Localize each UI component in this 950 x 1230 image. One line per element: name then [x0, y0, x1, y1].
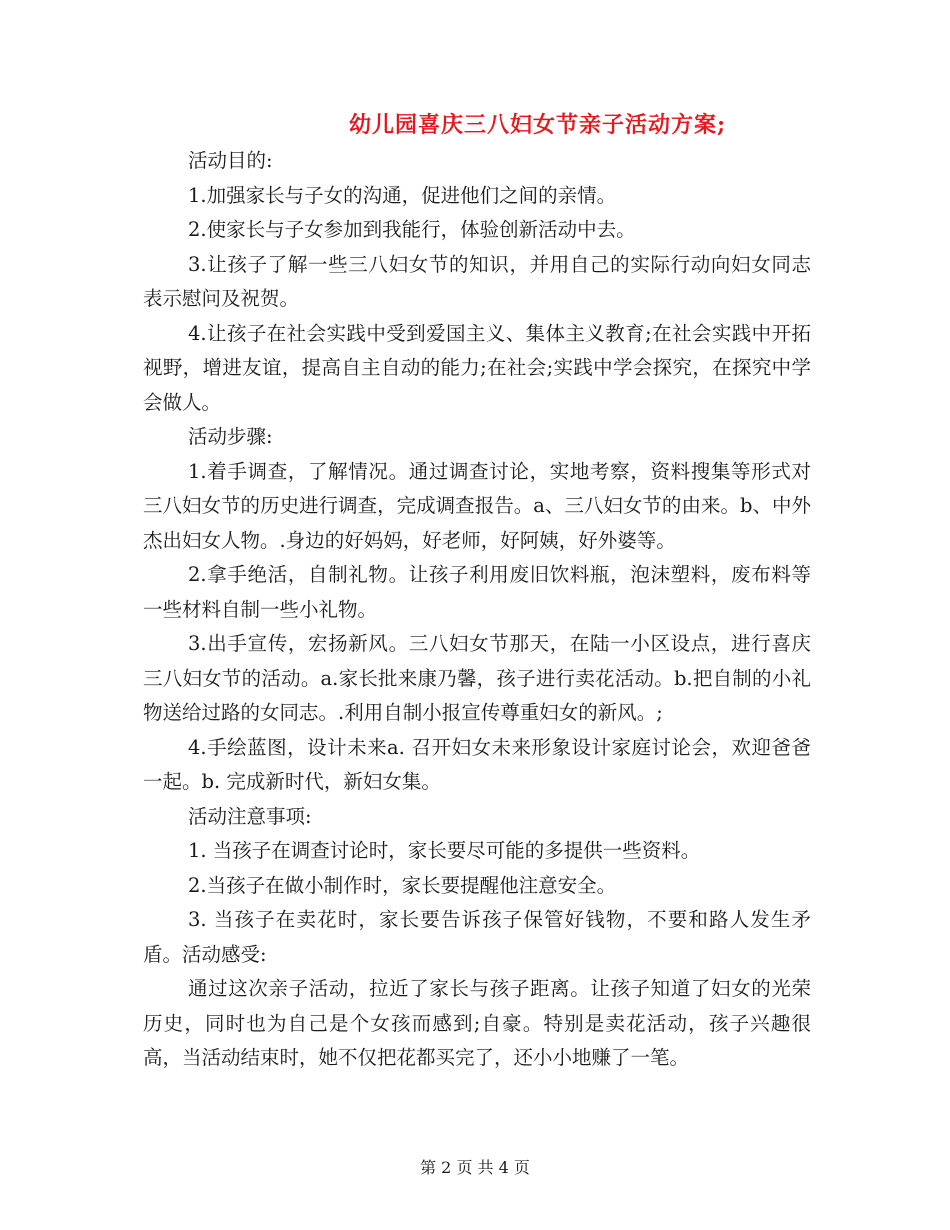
paragraph: 通过这次亲子活动，拉近了家长与孩子距离。让孩子知道了妇女的光荣历史，同时也为自己是个女孩而感到;自豪。特别是卖花活动，孩子兴趣很高，当活动结束时，她不仅把花都买完了，还小小地赚了一笔。 [143, 977, 811, 1069]
paragraph: 4.手绘蓝图，设计未来a. 召开妇女未来形象设计家庭讨论会，欢迎爸爸一起。b. 完成新时代，新妇女集。 [143, 735, 811, 793]
paragraph: 2.拿手绝活，自制礼物。让孩子利用废旧饮料瓶，泡沫塑料，废布料等一些材料自制一些小礼物。 [143, 563, 811, 621]
paragraph: 2.使家长与子女参加到我能行，体验创新活动中去。 [188, 218, 636, 241]
paragraph: 3. 当孩子在卖花时，家长要告诉孩子保管好钱物，不要和路人发生矛盾。活动感受: [143, 908, 811, 966]
paragraph: 4.让孩子在社会实践中受到爱国主义、集体主义教育;在社会实践中开拓视野，增进友谊，提高自主自动的能力;在社会;实践中学会探究，在探究中学会做人。 [143, 321, 811, 414]
document-body [143, 144, 811, 1076]
paragraph: 活动目的: [188, 149, 273, 172]
paragraph: 活动步骤: [188, 425, 273, 448]
paragraph: 1. 当孩子在调查讨论时，家长要尽可能的多提供一些资料。 [188, 839, 701, 862]
paragraph: 2.当孩子在做小制作时，家长要提醒他注意安全。 [188, 873, 617, 897]
paragraph: 1.着手调查，了解情况。通过调查讨论，实地考察，资料搜集等形式对三八妇女节的历史进行调查，完成调查报告。a、三八妇女节的由来。b、中外杰出妇女人物。.身边的好妈妈，好老师，好阿姨，好外婆等。 [143, 459, 811, 552]
paragraph: 1.加强家长与子女的沟通，促进他们之间的亲情。 [188, 183, 617, 207]
page-footer: 第 2 页 共 4 页 [420, 1158, 530, 1177]
paragraph: 活动注意事项: [188, 804, 312, 828]
paragraph: 3.让孩子了解一些三八妇女节的知识，并用自己的实际行动向妇女同志表示慰问及祝贺。 [143, 252, 811, 310]
paragraph: 3.出手宣传，宏扬新风。三八妇女节那天，在陆一小区设点，进行喜庆三八妇女节的活动。a.家长批来康乃馨，孩子进行卖花活动。b.把自制的小礼物送给过路的女同志。.利用自制小报宣传尊重妇女的新风。; [143, 632, 811, 724]
document-title: 幼儿园喜庆三八妇女节亲子活动方案; [348, 112, 727, 138]
